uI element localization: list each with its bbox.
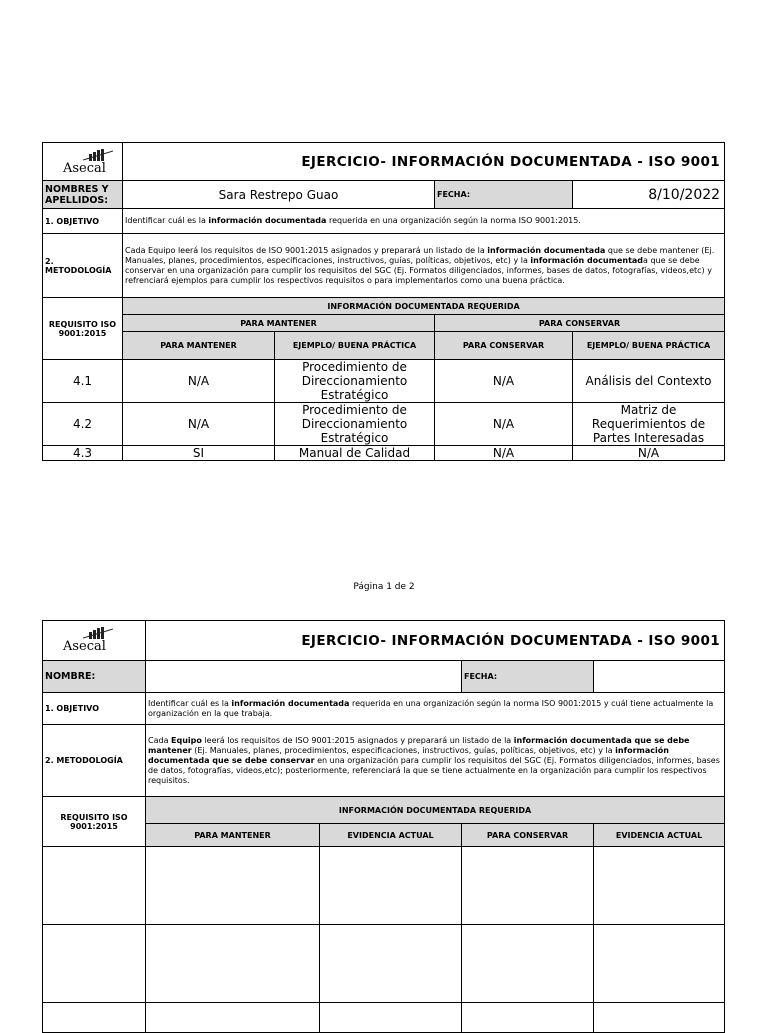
ejemplo2-cell[interactable]: N/A <box>573 446 725 461</box>
evidencia1-cell[interactable] <box>320 847 462 925</box>
page1-col-mantener: PARA MANTENER <box>123 332 275 360</box>
page2-title: EJERCICIO- INFORMACIÓN DOCUMENTADA - ISO 9001 <box>146 621 725 661</box>
page1-form <box>42 142 725 461</box>
page2-col-evidencia1: EVIDENCIA ACTUAL <box>320 824 462 847</box>
evidencia2-cell[interactable] <box>594 1003 725 1033</box>
page2-metodologia-text: Cada Equipo leerá los requisitos de ISO 9001:2015 asignados y preparará un listado de la información documentada que se debe mantener (Ej. Manuales, planes, procedimientos, especificaciones, instructivos, guías, políticas, objetivos, etc) y la información documentada que se debe conservar en una organización para cumplir los requisitos del SGC (Ej. Formatos diligenciados, informes, bases de datos, fotografías, videos,etc); posteriormente, referenciará la que se tiene actualmente en la organización para cumplir los respectivos requisitos. <box>146 725 725 797</box>
page1-col-ejemplo2: EJEMPLO/ BUENA PRÁCTICA <box>573 332 725 360</box>
page2-date-value[interactable] <box>594 661 725 693</box>
req-cell[interactable] <box>43 925 146 1003</box>
table-row <box>43 446 725 461</box>
page2-col-evidencia2: EVIDENCIA ACTUAL <box>594 824 725 847</box>
page2-col-mantener: PARA MANTENER <box>146 824 320 847</box>
page2-objetivo-label: 1. OBJETIVO <box>43 693 146 725</box>
page1-conservar-group: PARA CONSERVAR <box>435 315 725 332</box>
req-cell[interactable] <box>43 847 146 925</box>
logo-cell <box>43 621 146 661</box>
table-row <box>43 847 725 925</box>
mantener-cell[interactable]: SI <box>123 446 275 461</box>
table-row <box>43 360 725 403</box>
conservar-cell[interactable] <box>462 925 594 1003</box>
logo-text: Asecal <box>63 161 106 176</box>
page1-col-ejemplo1: EJEMPLO/ BUENA PRÁCTICA <box>275 332 435 360</box>
ejemplo2-cell[interactable]: Análisis del Contexto <box>573 360 725 403</box>
table-row <box>43 1003 725 1033</box>
page2-objetivo-text: Identificar cuál es la información documentada requerida en una organización según la norma ISO 9001:2015 y cuál tiene actualmente la organización en la que trabaja. <box>146 693 725 725</box>
ejemplo1-cell[interactable]: Manual de Calidad <box>275 446 435 461</box>
page1-requisito-label: REQUISITO ISO 9001:2015 <box>43 298 123 360</box>
page1-objetivo-text: Identificar cuál es la información documentada requerida en una organización según la norma ISO 9001:2015. <box>123 209 725 234</box>
table-row <box>43 925 725 1003</box>
page1-info-header: INFORMACIÓN DOCUMENTADA REQUERIDA <box>123 298 725 315</box>
page2-name-value[interactable] <box>146 661 462 693</box>
logo-mark-icon <box>83 625 113 639</box>
page1-objetivo-label: 1. OBJETIVO <box>43 209 123 234</box>
evidencia2-cell[interactable] <box>594 847 725 925</box>
conservar-cell[interactable]: N/A <box>435 403 573 446</box>
evidencia1-cell[interactable] <box>320 925 462 1003</box>
page2-date-label: FECHA: <box>462 661 594 693</box>
page1-metodologia-label: 2. METODOLOGÍA <box>43 234 123 298</box>
page1-metodologia-text: Cada Equipo leerá los requisitos de ISO 9001:2015 asignados y preparará un listado de la información documentada que se debe mantener (Ej. Manuales, planes, procedimientos, especificaciones, instructivos, guías, políticas, objetivos, etc) y la información documentada que se debe conservar en una organización para cumplir los requisitos del SGC (Ej. Formatos diligenciados, informes, bases de datos, fotografías, videos,etc) y refrenciará ejemplos para cumplir los respectivos requisitos o para implementarlos como una buena práctica. <box>123 234 725 298</box>
mantener-cell[interactable] <box>146 925 320 1003</box>
conservar-cell[interactable] <box>462 847 594 925</box>
ejemplo1-cell[interactable]: Procedimiento de Direccionamiento Estratégico <box>275 360 435 403</box>
page2-col-conservar: PARA CONSERVAR <box>462 824 594 847</box>
evidencia2-cell[interactable] <box>594 925 725 1003</box>
mantener-cell[interactable]: N/A <box>123 360 275 403</box>
req-cell[interactable] <box>43 1003 146 1033</box>
logo-mark-icon <box>83 147 113 161</box>
mantener-cell[interactable] <box>146 847 320 925</box>
page1-date-value[interactable]: 8/10/2022 <box>573 181 725 209</box>
conservar-cell[interactable]: N/A <box>435 446 573 461</box>
req-cell: 4.2 <box>43 403 123 446</box>
page-footer: Página 1 de 2 <box>353 582 415 592</box>
ejemplo2-cell[interactable]: Matriz de Requerimientos de Partes Interesadas <box>573 403 725 446</box>
page2-metodologia-label: 2. METODOLOGÍA <box>43 725 146 797</box>
req-cell: 4.1 <box>43 360 123 403</box>
ejemplo1-cell[interactable]: Procedimiento de Direccionamiento Estratégico <box>275 403 435 446</box>
page1-date-label: FECHA: <box>435 181 573 209</box>
conservar-cell[interactable] <box>462 1003 594 1033</box>
mantener-cell[interactable] <box>146 1003 320 1033</box>
page2-form <box>42 620 725 1033</box>
table-row <box>43 403 725 446</box>
req-cell: 4.3 <box>43 446 123 461</box>
logo-text: Asecal <box>63 639 106 654</box>
page1-col-conservar: PARA CONSERVAR <box>435 332 573 360</box>
page2-info-header: INFORMACIÓN DOCUMENTADA REQUERIDA <box>146 797 725 824</box>
page1-name-value[interactable]: Sara Restrepo Guao <box>123 181 435 209</box>
evidencia1-cell[interactable] <box>320 1003 462 1033</box>
conservar-cell[interactable]: N/A <box>435 360 573 403</box>
page2-name-label: NOMBRE: <box>43 661 146 693</box>
page1-mantener-group: PARA MANTENER <box>123 315 435 332</box>
page1-name-label: NOMBRES Y APELLIDOS: <box>43 181 123 209</box>
page2-requisito-label: REQUISITO ISO 9001:2015 <box>43 797 146 847</box>
page1-title: EJERCICIO- INFORMACIÓN DOCUMENTADA - ISO 9001 <box>123 143 725 181</box>
logo-cell <box>43 143 123 181</box>
mantener-cell[interactable]: N/A <box>123 403 275 446</box>
